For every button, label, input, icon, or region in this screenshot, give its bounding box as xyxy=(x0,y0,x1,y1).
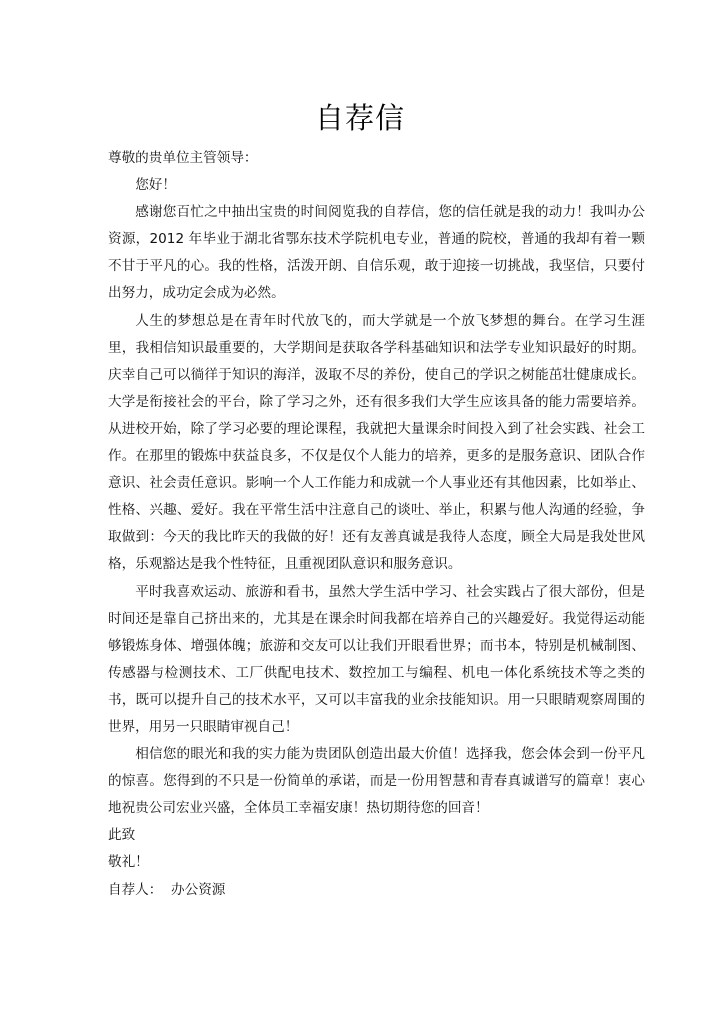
paragraph-hobbies: 平时我喜欢运动、旅游和看书，虽然大学生活中学习、社会实践占了很大部份，但是时间还是靠自己挤出来的，尤其是在课余时间我都在培养自己的兴趣爱好。我觉得运动能够锻炼身体、增强体魄；旅游和交友可以让我们开眼看世界；而书本，特别是机械制图、传感器与检测技术、工厂供配电技术、数控加工与编程、机电一体化系统技术等之类的书，既可以提升自己的技术水平，又可以丰富我的业余技能知识。用一只眼睛观察周围的世界，用另一只眼睛审视自己！ xyxy=(108,583,645,735)
closing-line-1: 此致 xyxy=(108,827,136,844)
salutation: 尊敬的贵单位主管领导： xyxy=(108,150,258,166)
signature: 自荐人： 办公资源 xyxy=(108,881,226,898)
paragraph-intro: 感谢您百忙之中抽出宝贵的时间阅览我的自荐信，您的信任就是我的动力！我叫办公资源，2012 年毕业于湖北省鄂东技术学院机电专业，普通的院校，普通的我却有着一颗不甘于平凡的心。我的性格，活泼开朗、自信乐观，敢于迎接一切挑战，我坚信，只要付出努力，成功定会成为必然。 xyxy=(108,204,645,302)
paragraph-conclusion: 相信您的眼光和我的实力能为贵团队创造出最大价值！选择我，您会体会到一份平凡的惊喜。您得到的不只是一份简单的承诺，而是一份用智慧和青春真诚谱写的篇章！衷心地祝贵公司宏业兴盛，全体员工幸福安康！热切期待您的回音！ xyxy=(108,746,645,817)
greeting: 您好！ xyxy=(135,177,176,194)
letter-body xyxy=(108,145,645,904)
document-title: 自荐信 xyxy=(314,101,405,135)
closing-line-2: 敬礼！ xyxy=(108,854,149,871)
paragraph-university: 人生的梦想总是在青年时代放飞的，而大学就是一个放飞梦想的舞台。在学习生涯里，我相信知识最重要的，大学期间是获取各学科基础知识和法学专业知识最好的时期。庆幸自己可以徜徉于知识的海洋，汲取不尽的养份，使自己的学识之树能茁壮健康成长。大学是衔接社会的平台，除了学习之外，还有很多我们大学生应该具备的能力需要培养。从进校开始，除了学习必要的理论课程，我就把大量课余时间投入到了社会实践、社会工作。在那里的锻炼中获益良多，不仅是仅个人能力的培养，更多的是服务意识、团队合作意识、社会责任意识。影响一个人工作能力和成就一个人事业还有其他因素，比如举止、性格、兴趣、爱好。我在平常生活中注意自己的谈吐、举止，积累与他人沟通的经验，争取做到：今天的我比昨天的我做的好！还有友善真诚是我待人态度，顾全大局是我处世风格，乐观豁达是我个性特征，且重视团队意识和服务意识。 xyxy=(108,312,645,573)
